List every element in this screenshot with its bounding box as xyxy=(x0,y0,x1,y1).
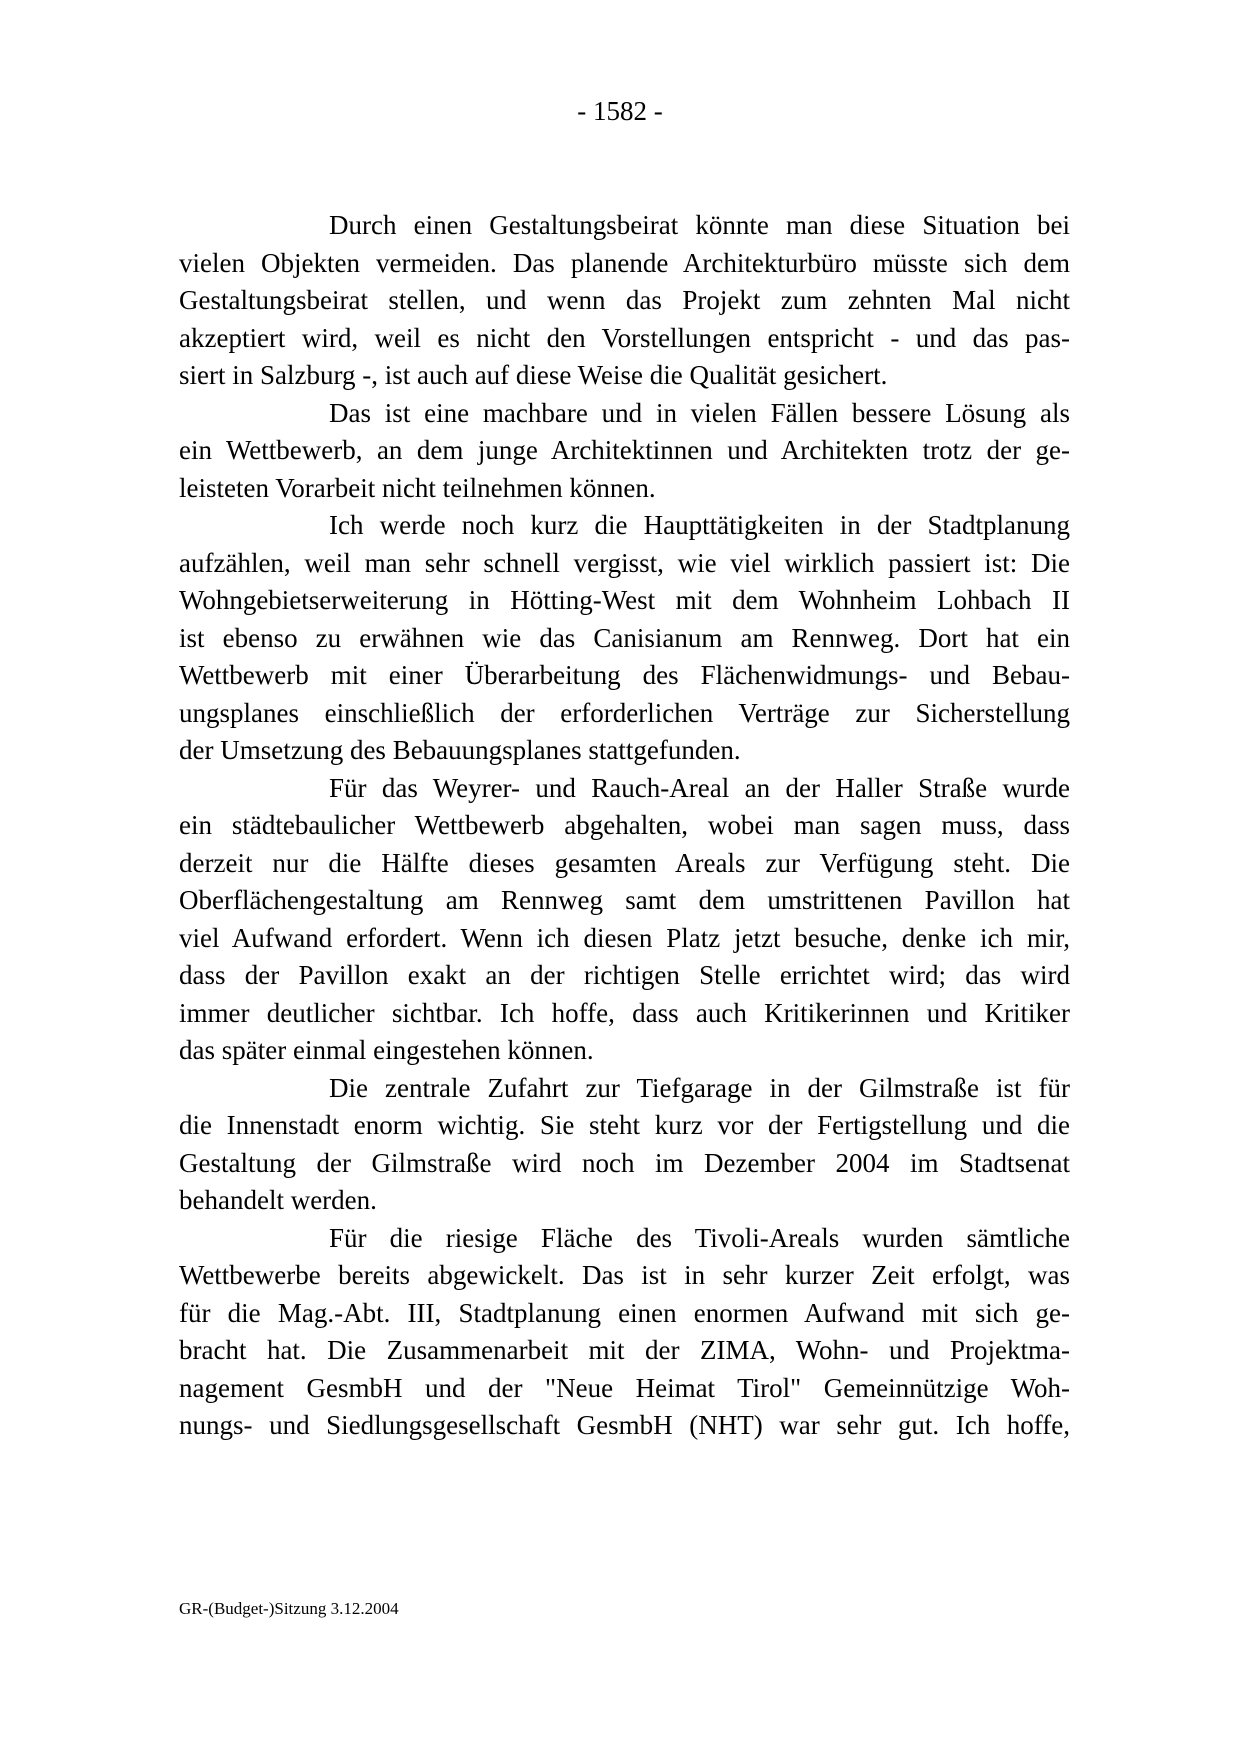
text-line: das später einmal eingestehen können. xyxy=(179,1035,594,1065)
text-line: für die Mag.-Abt. III, Stadtplanung einen enormen Aufwand mit sich ge- xyxy=(179,1297,1070,1328)
text-line: leisteten Vorarbeit nicht teilnehmen können. xyxy=(179,472,656,503)
page-number: - 1582 - xyxy=(577,96,663,126)
text-line: bracht hat. Die Zusammenarbeit mit der ZIMA, Wohn- und Projektma- xyxy=(179,1335,1070,1365)
text-line: Gestaltungsbeirat stellen, und wenn das Projekt zum zehnten Mal nicht xyxy=(179,285,1070,315)
footer-session-label: GR-(Budget-)Sitzung 3.12.2004 xyxy=(179,1599,399,1618)
paragraph xyxy=(179,1220,1070,1445)
text-line: Für das Weyrer- und Rauch-Areal an der Haller Straße wurde xyxy=(329,772,1070,803)
paragraph xyxy=(179,507,1070,770)
text-line: nungs- und Siedlungsgesellschaft GesmbH (NHT) war sehr gut. Ich hoffe, xyxy=(179,1410,1070,1440)
text-line: Wettbewerbe bereits abgewickelt. Das ist in sehr kurzer Zeit erfolgt, was xyxy=(179,1260,1070,1290)
text-line: ein Wettbewerb, an dem junge Architektinnen und Architekten trotz der ge- xyxy=(179,435,1070,465)
text-line: ungsplanes einschließlich der erforderlichen Verträge zur Sicherstellung xyxy=(179,697,1070,728)
text-line: Wohngebietserweiterung in Hötting-West mit dem Wohnheim Lohbach II xyxy=(179,585,1070,615)
text-line: siert in Salzburg -, ist auch auf diese Weise die Qualität gesichert. xyxy=(179,360,888,390)
text-line: die Innenstadt enorm wichtig. Sie steht kurz vor der Fertigstellung und die xyxy=(179,1110,1070,1140)
text-line: der Umsetzung des Bebauungsplanes stattgefunden. xyxy=(179,735,741,765)
text-line: ein städtebaulicher Wettbewerb abgehalten, wobei man sagen muss, dass xyxy=(179,810,1070,840)
text-line: ist ebenso zu erwähnen wie das Canisianum am Rennweg. Dort hat ein xyxy=(179,622,1070,653)
text-line: Die zentrale Zufahrt zur Tiefgarage in der Gilmstraße ist für xyxy=(329,1072,1070,1103)
paragraph xyxy=(179,770,1070,1070)
text-line: Ich werde noch kurz die Haupttätigkeiten in der Stadtplanung xyxy=(329,510,1070,540)
text-line: immer deutlicher sichtbar. Ich hoffe, dass auch Kritikerinnen und Kritiker xyxy=(179,997,1070,1028)
text-line: nagement GesmbH und der "Neue Heimat Tirol" Gemeinnützige Woh- xyxy=(179,1372,1070,1403)
text-line: Durch einen Gestaltungsbeirat könnte man diese Situation bei xyxy=(329,210,1070,240)
text-line: Das ist eine machbare und in vielen Fällen bessere Lösung als xyxy=(329,397,1070,428)
paragraph xyxy=(179,207,1070,395)
text-line: akzeptiert wird, weil es nicht den Vorstellungen entspricht - und das pas- xyxy=(179,322,1070,353)
text-line: viel Aufwand erfordert. Wenn ich diesen Platz jetzt besuche, denke ich mir, xyxy=(179,922,1070,953)
paragraph xyxy=(179,395,1070,508)
body-text xyxy=(179,207,1070,1445)
text-line: behandelt werden. xyxy=(179,1185,377,1215)
text-line: Wettbewerb mit einer Überarbeitung des Flächenwidmungs- und Bebau- xyxy=(179,660,1070,690)
text-line: aufzählen, weil man sehr schnell vergisst, wie viel wirklich passiert ist: Die xyxy=(179,547,1070,578)
text-line: derzeit nur die Hälfte dieses gesamten Areals zur Verfügung steht. Die xyxy=(179,847,1070,878)
text-line: Gestaltung der Gilmstraße wird noch im Dezember 2004 im Stadtsenat xyxy=(179,1147,1070,1178)
text-line: vielen Objekten vermeiden. Das planende Architekturbüro müsste sich dem xyxy=(179,247,1070,278)
text-line: dass der Pavillon exakt an der richtigen Stelle errichtet wird; das wird xyxy=(179,960,1070,990)
paragraph xyxy=(179,1070,1070,1220)
text-line: Oberflächengestaltung am Rennweg samt dem umstrittenen Pavillon hat xyxy=(179,885,1070,915)
text-line: Für die riesige Fläche des Tivoli-Areals wurden sämtliche xyxy=(329,1222,1070,1253)
